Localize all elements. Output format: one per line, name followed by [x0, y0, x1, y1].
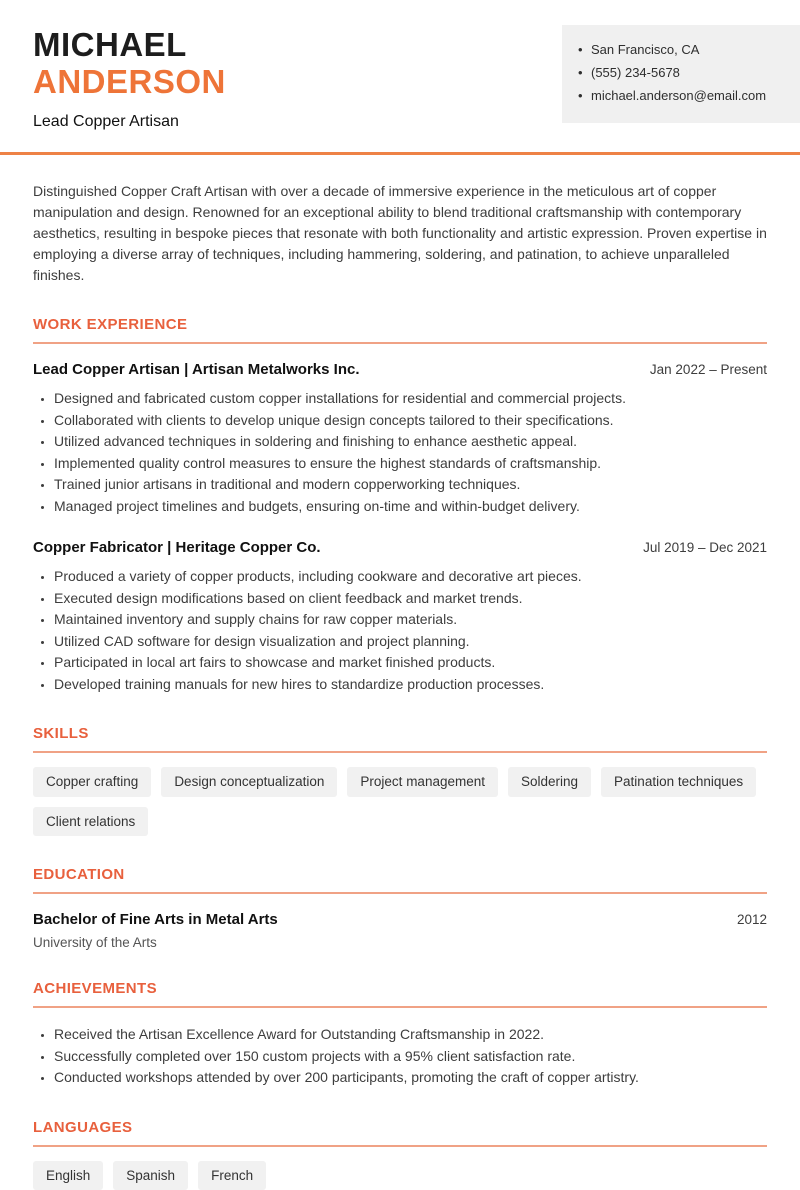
graduation-year: 2012 — [737, 912, 767, 927]
section-work-experience — [33, 316, 767, 695]
section-rule — [33, 1006, 767, 1008]
section-rule — [33, 751, 767, 753]
contact-list — [578, 38, 786, 107]
job-dates: Jul 2019 – Dec 2021 — [643, 540, 767, 555]
job-bullet: • Maintained inventory and supply chains for raw copper materials. — [54, 609, 767, 631]
section-rule — [33, 892, 767, 894]
section-achievements — [33, 980, 767, 1089]
candidate-first-name: MICHAEL — [33, 26, 767, 63]
work-experience-heading: WORK EXPERIENCE — [33, 316, 767, 333]
job-entry — [33, 539, 767, 695]
job-bullet: • Managed project timelines and budgets, ensuring on-time and within-budget delivery. — [54, 496, 767, 518]
contact-info-box — [562, 25, 800, 123]
languages-tag-list — [33, 1161, 767, 1190]
candidate-job-title: Lead Copper Artisan — [33, 113, 767, 131]
section-education — [33, 866, 767, 950]
skill-tag: Copper crafting — [33, 767, 151, 797]
job-entry — [33, 361, 767, 517]
job-header-row — [33, 539, 767, 556]
language-tag: Spanish — [113, 1161, 188, 1190]
section-languages — [33, 1119, 767, 1190]
section-skills — [33, 725, 767, 836]
header-divider — [0, 152, 800, 155]
job-bullet-list — [33, 566, 767, 695]
contact-email: • michael.anderson@email.com — [578, 84, 786, 107]
job-bullet-list — [33, 388, 767, 517]
achievements-bullet-list — [33, 1024, 767, 1089]
skill-tag: Client relations — [33, 807, 148, 837]
job-bullet: • Trained junior artisans in traditional and modern copperworking techniques. — [54, 474, 767, 496]
achievement-bullet: • Successfully completed over 150 custom projects with a 95% client satisfaction rate. — [54, 1046, 767, 1068]
resume-body — [0, 181, 800, 1190]
job-title-company: Lead Copper Artisan | Artisan Metalworks Inc. — [33, 361, 360, 378]
job-bullet: • Participated in local art fairs to showcase and market finished products. — [54, 652, 767, 674]
job-bullet: • Implemented quality control measures to ensure the highest standards of craftsmanship. — [54, 453, 767, 475]
degree-title: Bachelor of Fine Arts in Metal Arts — [33, 911, 278, 928]
job-bullet: • Collaborated with clients to develop unique design concepts tailored to their specifications. — [54, 410, 767, 432]
contact-phone: • (555) 234-5678 — [578, 61, 786, 84]
job-bullet: • Utilized CAD software for design visualization and project planning. — [54, 631, 767, 653]
job-bullet: • Produced a variety of copper products, including cookware and decorative art pieces. — [54, 566, 767, 588]
candidate-last-name: ANDERSON — [33, 63, 767, 100]
skills-heading: SKILLS — [33, 725, 767, 742]
section-rule — [33, 1145, 767, 1147]
resume-header — [0, 0, 800, 131]
job-bullet: • Executed design modifications based on client feedback and market trends. — [54, 588, 767, 610]
section-rule — [33, 342, 767, 344]
job-title-company: Copper Fabricator | Heritage Copper Co. — [33, 539, 321, 556]
achievement-bullet: • Conducted workshops attended by over 200 participants, promoting the craft of copper artistry. — [54, 1067, 767, 1089]
skill-tag: Patination techniques — [601, 767, 756, 797]
contact-location: • San Francisco, CA — [578, 38, 786, 61]
language-tag: French — [198, 1161, 266, 1190]
job-bullet: • Developed training manuals for new hires to standardize production processes. — [54, 674, 767, 696]
education-heading: EDUCATION — [33, 866, 767, 883]
skill-tag: Soldering — [508, 767, 591, 797]
job-bullet: • Designed and fabricated custom copper installations for residential and commercial projects. — [54, 388, 767, 410]
achievement-bullet: • Received the Artisan Excellence Award for Outstanding Craftsmanship in 2022. — [54, 1024, 767, 1046]
school-name: University of the Arts — [33, 935, 767, 950]
job-dates: Jan 2022 – Present — [650, 362, 767, 377]
languages-heading: LANGUAGES — [33, 1119, 767, 1136]
job-header-row — [33, 361, 767, 378]
skill-tag: Design conceptualization — [161, 767, 337, 797]
education-header-row — [33, 911, 767, 928]
education-entry — [33, 911, 767, 950]
job-bullet: • Utilized advanced techniques in soldering and finishing to enhance aesthetic appeal. — [54, 431, 767, 453]
skills-tag-list — [33, 767, 767, 836]
language-tag: English — [33, 1161, 103, 1190]
achievements-heading: ACHIEVEMENTS — [33, 980, 767, 997]
skill-tag: Project management — [347, 767, 498, 797]
professional-summary: Distinguished Copper Craft Artisan with over a decade of immersive experience in the meticulous art of copper manipulation and design. Renowned for an exceptional ability to blend traditional craftsmanship with contemporary aesthetics, resulting in bespoke pieces that resonate with both functionality and artistic expression. Proven expertise in employing a diverse array of techniques, including hammering, soldering, and patination, to achieve unparalleled finishes. — [33, 181, 767, 286]
